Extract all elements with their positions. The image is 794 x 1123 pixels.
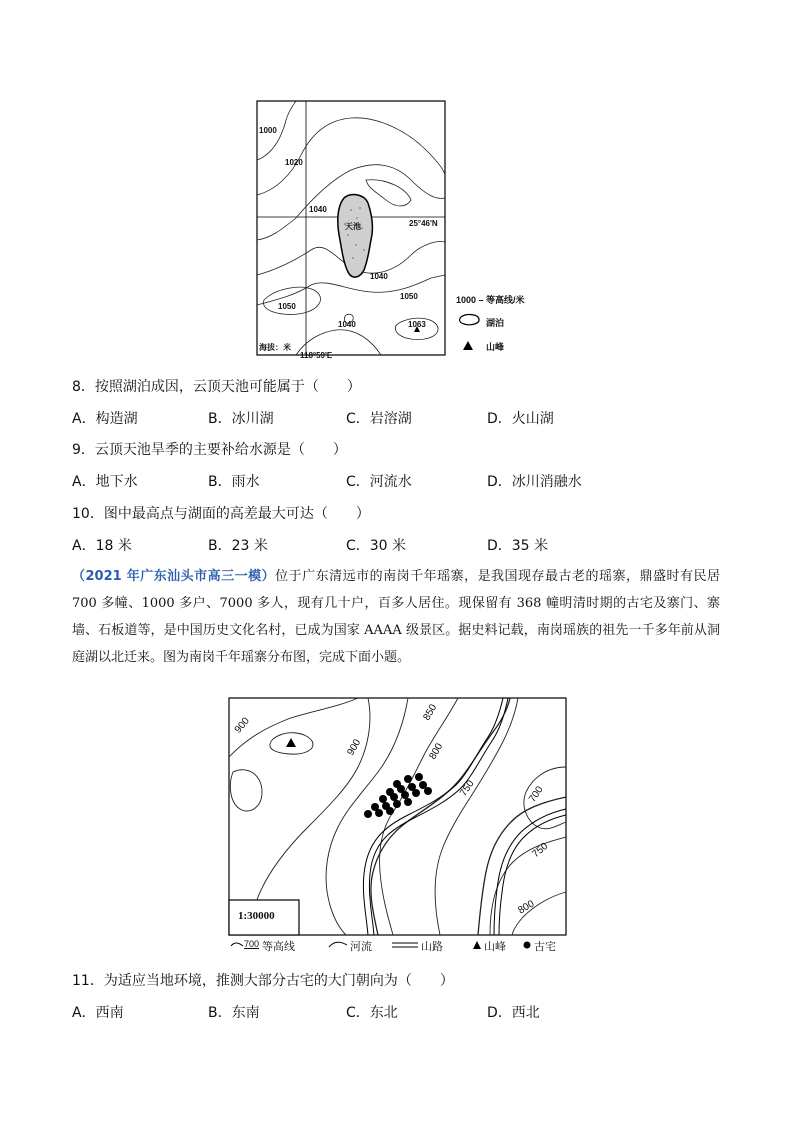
passage-text: 位于广东清远市的南岗千年瑶寨，是我国现存最古老的瑶寨，鼎盛时有民居 700 多幢、1000 多户、7000 多人，现有几十户，百多人居住。现保留有 368 幢明清时期的古宅及寨门、寨墙、石板道等，是中国历史文化名村，已成为国家 AAAA 级景区。据史料记载，南岗瑶族的祖先一千多年前从洞庭湖以北迁来。图为南岗千年瑶寨分布图，完成下面小题。	[72, 569, 720, 665]
legend-river: 河流	[350, 941, 372, 953]
contour-label: 1040	[338, 320, 356, 329]
passage-source: （2021 年广东汕头市高三一模）	[72, 569, 276, 584]
map2-legend	[228, 937, 568, 955]
q11-option-d[interactable]: D．西北	[487, 1005, 540, 1021]
q9-option-a[interactable]: A．地下水	[72, 474, 138, 490]
contour-label: 900	[232, 715, 252, 736]
peak-icon	[462, 339, 474, 351]
contour-label: 750	[458, 778, 477, 799]
elevation-note: 海拔：米	[259, 343, 291, 352]
q8-option-a[interactable]: A．构造湖	[72, 411, 138, 427]
question-9-stem: 9．云顶天池旱季的主要补给水源是（ ）	[72, 442, 347, 458]
contour-label: 700	[527, 784, 546, 805]
house-dot-icon	[522, 940, 532, 950]
map1-figure	[256, 100, 446, 358]
river-line-icon	[328, 940, 348, 950]
latitude-label: 25°46'N	[409, 219, 438, 228]
question-8-stem: 8．按照湖泊成因，云顶天池可能属于（ ）	[72, 379, 361, 395]
contour-label: 1020	[285, 158, 303, 167]
map1-legend	[450, 290, 560, 355]
q11-option-c[interactable]: C．东北	[346, 1005, 398, 1021]
contour-label: 1050	[278, 302, 296, 311]
legend-house: 古宅	[534, 941, 556, 953]
contour-label: 750	[530, 840, 551, 861]
legend-contour: 1000 – 等高线/米	[456, 295, 525, 305]
q8-option-c[interactable]: C．岩溶湖	[346, 411, 412, 427]
map2-figure	[228, 697, 568, 937]
q11-option-b[interactable]: B．东南	[208, 1005, 260, 1021]
question-10-stem: 10．图中最高点与湖面的高差最大可达（ ）	[72, 506, 370, 522]
contour-label: 850	[421, 702, 440, 723]
contour-label: 1040	[309, 205, 327, 214]
peak-icon	[472, 940, 482, 950]
q8-option-d[interactable]: D．火山湖	[487, 411, 554, 427]
q10-option-d[interactable]: D．35 米	[487, 538, 549, 554]
passage	[72, 563, 720, 671]
q10-option-c[interactable]: C．30 米	[346, 538, 407, 554]
q10-option-a[interactable]: A．18 米	[72, 538, 132, 554]
question-11-stem: 11．为适应当地环境，推测大部分古宅的大门朝向为（ ）	[72, 973, 454, 989]
legend-peak: 山峰	[486, 342, 505, 352]
longitude-label: 118°59'E	[300, 351, 333, 360]
contour-label: 800	[516, 898, 537, 917]
legend-contour-value: 700	[244, 939, 260, 949]
lake-symbol-icon	[458, 313, 482, 327]
contour-label: 1000	[259, 126, 277, 135]
contour-label: 1050	[400, 292, 418, 301]
q8-option-b[interactable]: B．冰川湖	[208, 411, 274, 427]
q11-option-a[interactable]: A．西南	[72, 1005, 124, 1021]
legend-contour: 等高线	[262, 941, 295, 953]
map-scale: 1:30000	[238, 910, 275, 922]
legend-lake: 湖泊	[486, 318, 505, 328]
lake-label: 天池	[345, 222, 361, 231]
contour-label: 900	[345, 737, 364, 758]
q10-option-b[interactable]: B．23 米	[208, 538, 268, 554]
contour-line-icon	[230, 940, 244, 950]
contour-label: 1063	[408, 320, 426, 329]
q9-option-c[interactable]: C．河流水	[346, 474, 412, 490]
legend-peak: 山峰	[484, 941, 506, 953]
contour-label: 1040	[370, 272, 388, 281]
legend-road: 山路	[421, 941, 443, 953]
q9-option-b[interactable]: B．雨水	[208, 474, 260, 490]
contour-label: 800	[427, 741, 446, 762]
road-line-icon	[392, 940, 418, 950]
q9-option-d[interactable]: D．冰川消融水	[487, 474, 582, 490]
